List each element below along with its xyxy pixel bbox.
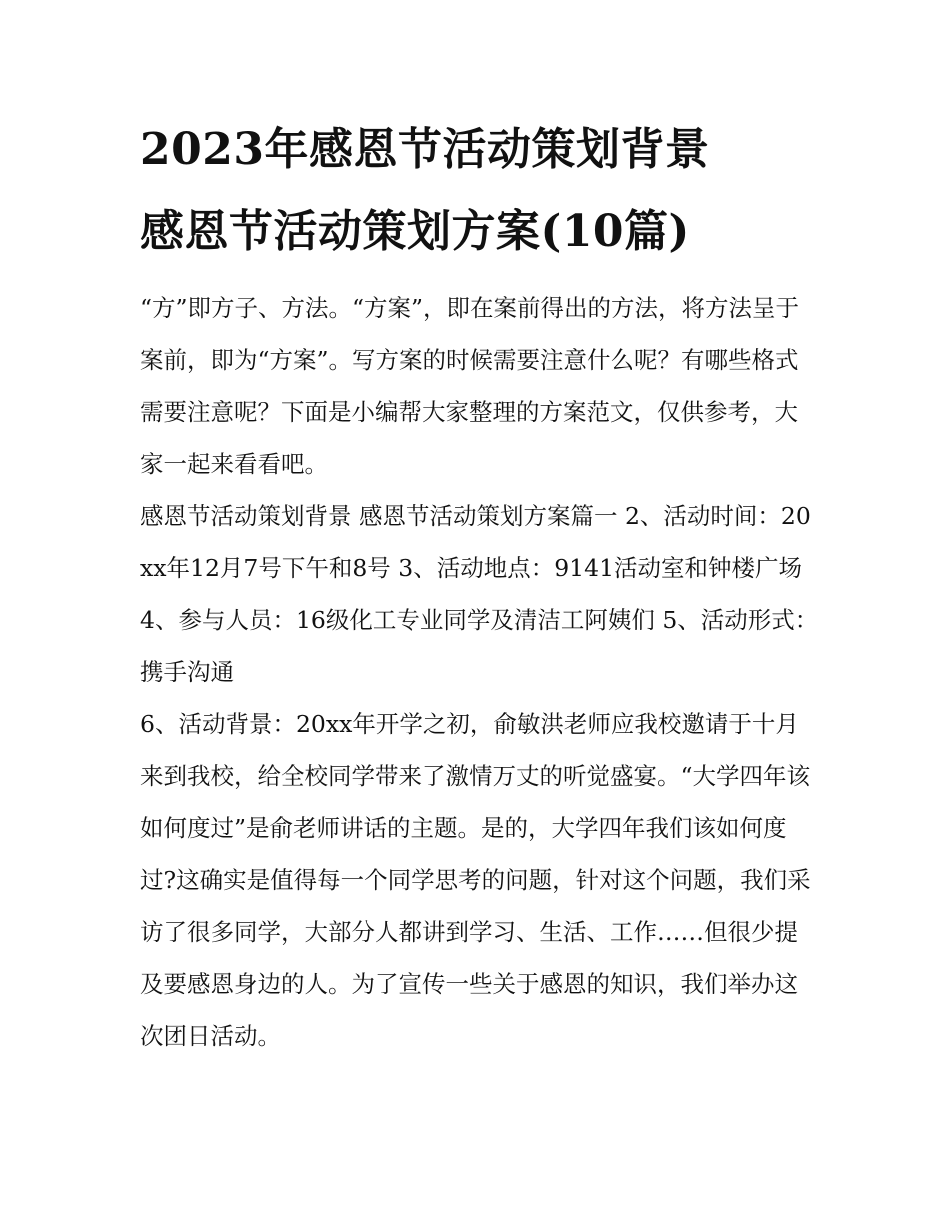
title-line-2: 感恩节活动策划方案(10篇) <box>140 206 690 257</box>
participants-paragraph: 4、参与人员：16级化工专业同学及清洁工阿姨们 5、活动形式：携手沟通 <box>140 606 819 686</box>
title-line-1: 2023年感恩节活动策划背景 <box>140 124 710 175</box>
document-title <box>140 118 820 264</box>
document-page <box>140 118 820 1062</box>
document-body <box>140 282 820 1062</box>
intro-paragraph: “方”即方子、方法。“方案”，即在案前得出的方法，将方法呈于案前，即为“方案”。写方案的时候需要注意什么呢？有哪些格式需要注意呢？下面是小编帮大家整理的方案范文，仅供参考，大家一起来看看吧。 <box>140 294 800 478</box>
activity-time-place-paragraph: 感恩节活动策划背景 感恩节活动策划方案篇一 2、活动时间：20xx年12月7号下午和8号 3、活动地点：9141活动室和钟楼广场 <box>140 502 811 582</box>
background-paragraph: 6、活动背景：20xx年开学之初，俞敏洪老师应我校邀请于十月来到我校，给全校同学带来了激情万丈的听觉盛宴。“大学四年该如何度过”是俞老师讲话的主题。是的，大学四年我们该如何度过?这确实是值得每一个同学思考的问题，针对这个问题，我们采访了很多同学，大部分人都讲到学习、生活、工作……但很少提及要感恩身边的人。为了宣传一些关于感恩的知识，我们举办这次团日活动。 <box>140 710 811 1050</box>
